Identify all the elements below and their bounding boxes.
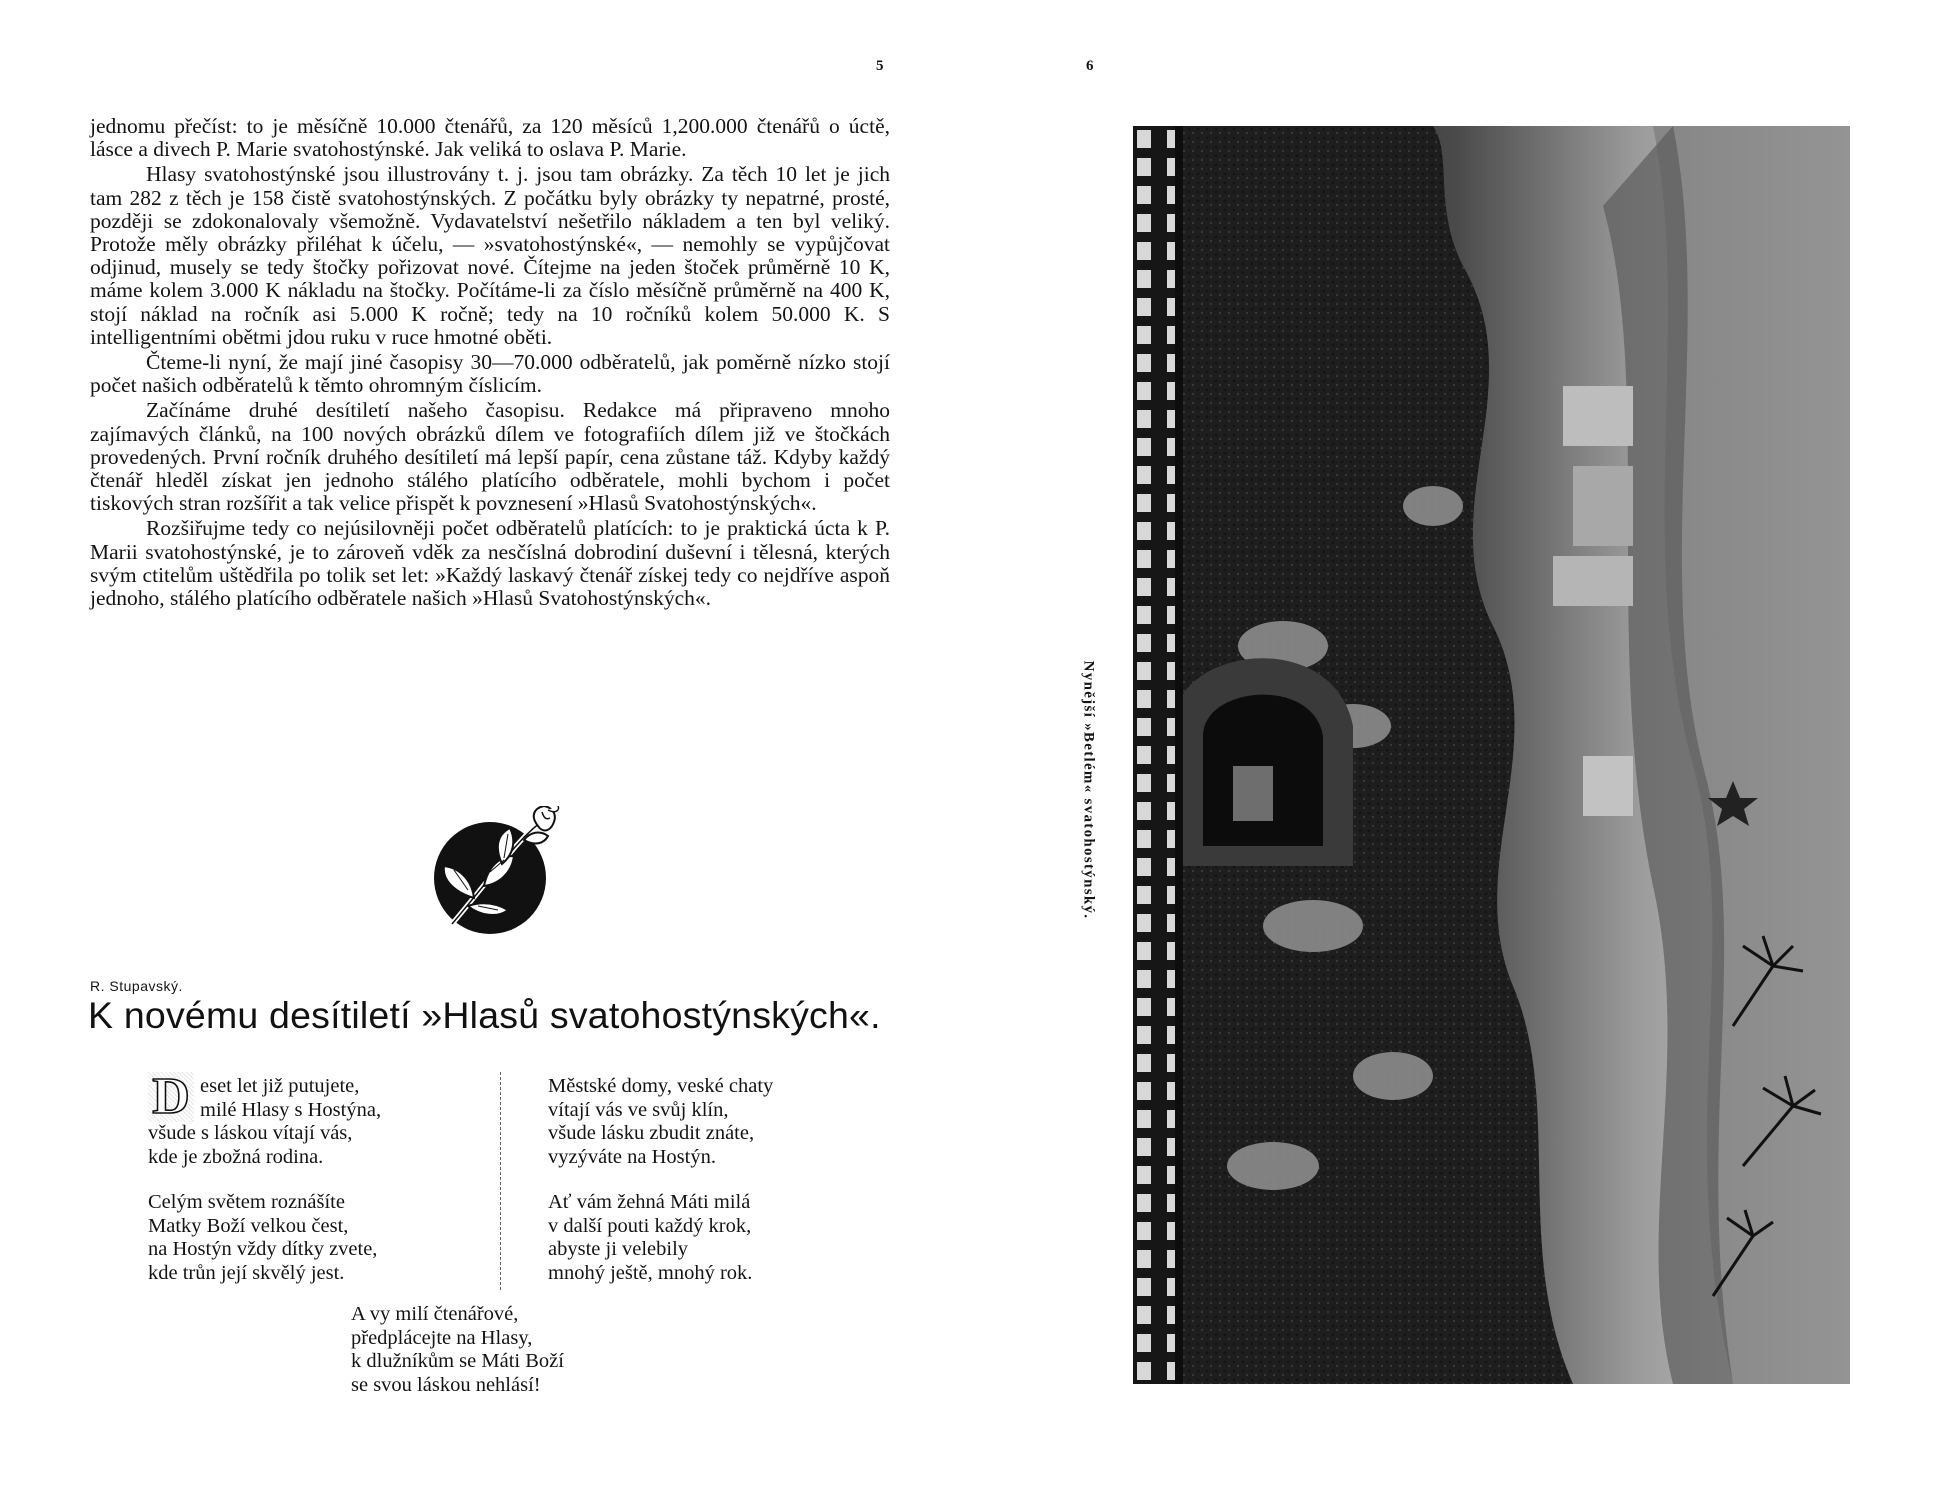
poem-line: na Hostýn vždy dítky zvete,	[148, 1238, 378, 1260]
poem-line: eset let již putujete,	[200, 1075, 360, 1097]
nativity-scene-photo	[1133, 126, 1850, 1384]
poem-line: všude lásku zbudit znáte,	[548, 1122, 755, 1144]
stanza	[548, 1191, 773, 1285]
poem-line: Městské domy, veské chaty	[548, 1075, 774, 1097]
drop-cap-letter: D	[152, 1068, 190, 1125]
paragraph: Rozšiřujme tedy co nejúsilovněji počet odběratelů platících: to je praktická úcta k P. Marii svatohostýnské, je to zároveň vděk za nesčíslná dobrodiní duševní i tělesná, kterých svým ctitelům uštědřila po tolik set let: »Každý laskavý čtenář získej tedy co nejdříve aspoň jednoho, stálého platícího odběratele našich »Hlasů Svatohostýnských«.	[90, 516, 890, 611]
poem-title: K novému desítiletí »Hlasů svatohostýnských«.	[88, 994, 881, 1036]
poem-line: vítají vás ve svůj klín,	[548, 1098, 729, 1121]
column-divider	[500, 1072, 501, 1290]
poem-line: kde je zbožná rodina.	[148, 1145, 324, 1168]
stanza	[548, 1075, 773, 1169]
poem-line: předplácejte na Hlasy,	[351, 1326, 533, 1349]
poem-closing-stanza	[351, 1303, 564, 1397]
paragraph: Čteme-li nyní, že mají jiné časopisy 30—70.000 odběratelů, jak poměrně nízko stojí počet našich odběratelů k těmto ohromným číslicím.	[90, 350, 890, 398]
poem-line: abyste ji velebily	[548, 1238, 689, 1260]
paragraph: Začínáme druhé desítiletí našeho časopisu. Redakce má připraveno mnoho zajímavých článků, na 100 nových obrázků dílem ve fotografiích dílem již ve štočkách provedených. První ročník druhého desítiletí má lepší papír, cena zůstane táž. Kdyby každý čtenář hleděl získat jen jednoho stálého platícího odběratele, mohli bychom i počet tiskových stran rozšířit a tak velice přispět k povznesení »Hlasů Svatohostýnských«.	[90, 398, 890, 516]
article-body	[90, 115, 890, 610]
poem-line: mnohý ještě, mnohý rok.	[548, 1261, 753, 1284]
paragraph: jednomu přečíst: to je měsíčně 10.000 čtenářů, za 120 měsíců 1,200.000 čtenářů o úctě, lásce a divech P. Marie svatohostýnské. Jak veliká to oslava P. Marie.	[90, 114, 890, 162]
page-number-left: 5	[876, 58, 884, 74]
paragraph: Hlasy svatohostýnské jsou illustrovány t. j. jsou tam obrázky. Za těch 10 let je jich tam 282 z těch je 158 čistě svatohostýnských. Z počátku byly obrázky ty nepatrné, prosté, později se zdokonalovaly všemožně. Vydavatelství nešetřilo nákladem a ten byl veliký. Protože měly obrázky přiléhat k účelu, — »svatohostýnské«, — nemohly se vypůjčovat odjinud, musely se tedy štočky pořizovat nové. Čítejme na jeden štoček průměrně 10 K, máme kolem 3.000 K nákladu na štočky. Počítáme-li za číslo měsíčně průměrně na 400 K, stojí náklad na ročník asi 5.000 K ročně; tedy na 10 ročníků kolem 50.000 K. S intelligentními obětmi jdou ruku v ruce hmotné oběti.	[90, 162, 890, 349]
poem-line: Celým světem roznášíte	[148, 1191, 345, 1213]
poem-line: všude s láskou vítají vás,	[148, 1122, 353, 1144]
poem-column-right	[548, 1075, 773, 1285]
poem-line: kde trůn její skvělý jest.	[148, 1261, 345, 1284]
stanza	[351, 1303, 564, 1397]
poem-line: se svou láskou nehlásí!	[351, 1373, 541, 1396]
stanza	[148, 1075, 381, 1169]
stanza	[148, 1191, 381, 1285]
poem-line: Ať vám žehná Máti milá	[548, 1191, 751, 1213]
poem-line: vyzýváte na Hostýn.	[548, 1145, 716, 1168]
poem-line: k dlužníkům se Máti Boží	[351, 1350, 564, 1372]
poem-line: milé Hlasy s Hostýna,	[200, 1098, 382, 1121]
rose-branch-icon	[424, 806, 572, 938]
poem-column-left	[148, 1075, 381, 1285]
poem-line: A vy milí čtenářové,	[351, 1303, 519, 1325]
photo-caption: Nynější »Betlém« svatohostýnský.	[1080, 660, 1097, 920]
poem-line: v další pouti každý krok,	[548, 1214, 752, 1237]
poem-line: Matky Boží velkou čest,	[148, 1214, 349, 1237]
page-number-right: 6	[1086, 58, 1094, 74]
poem-author: R. Stupavský.	[90, 978, 183, 994]
